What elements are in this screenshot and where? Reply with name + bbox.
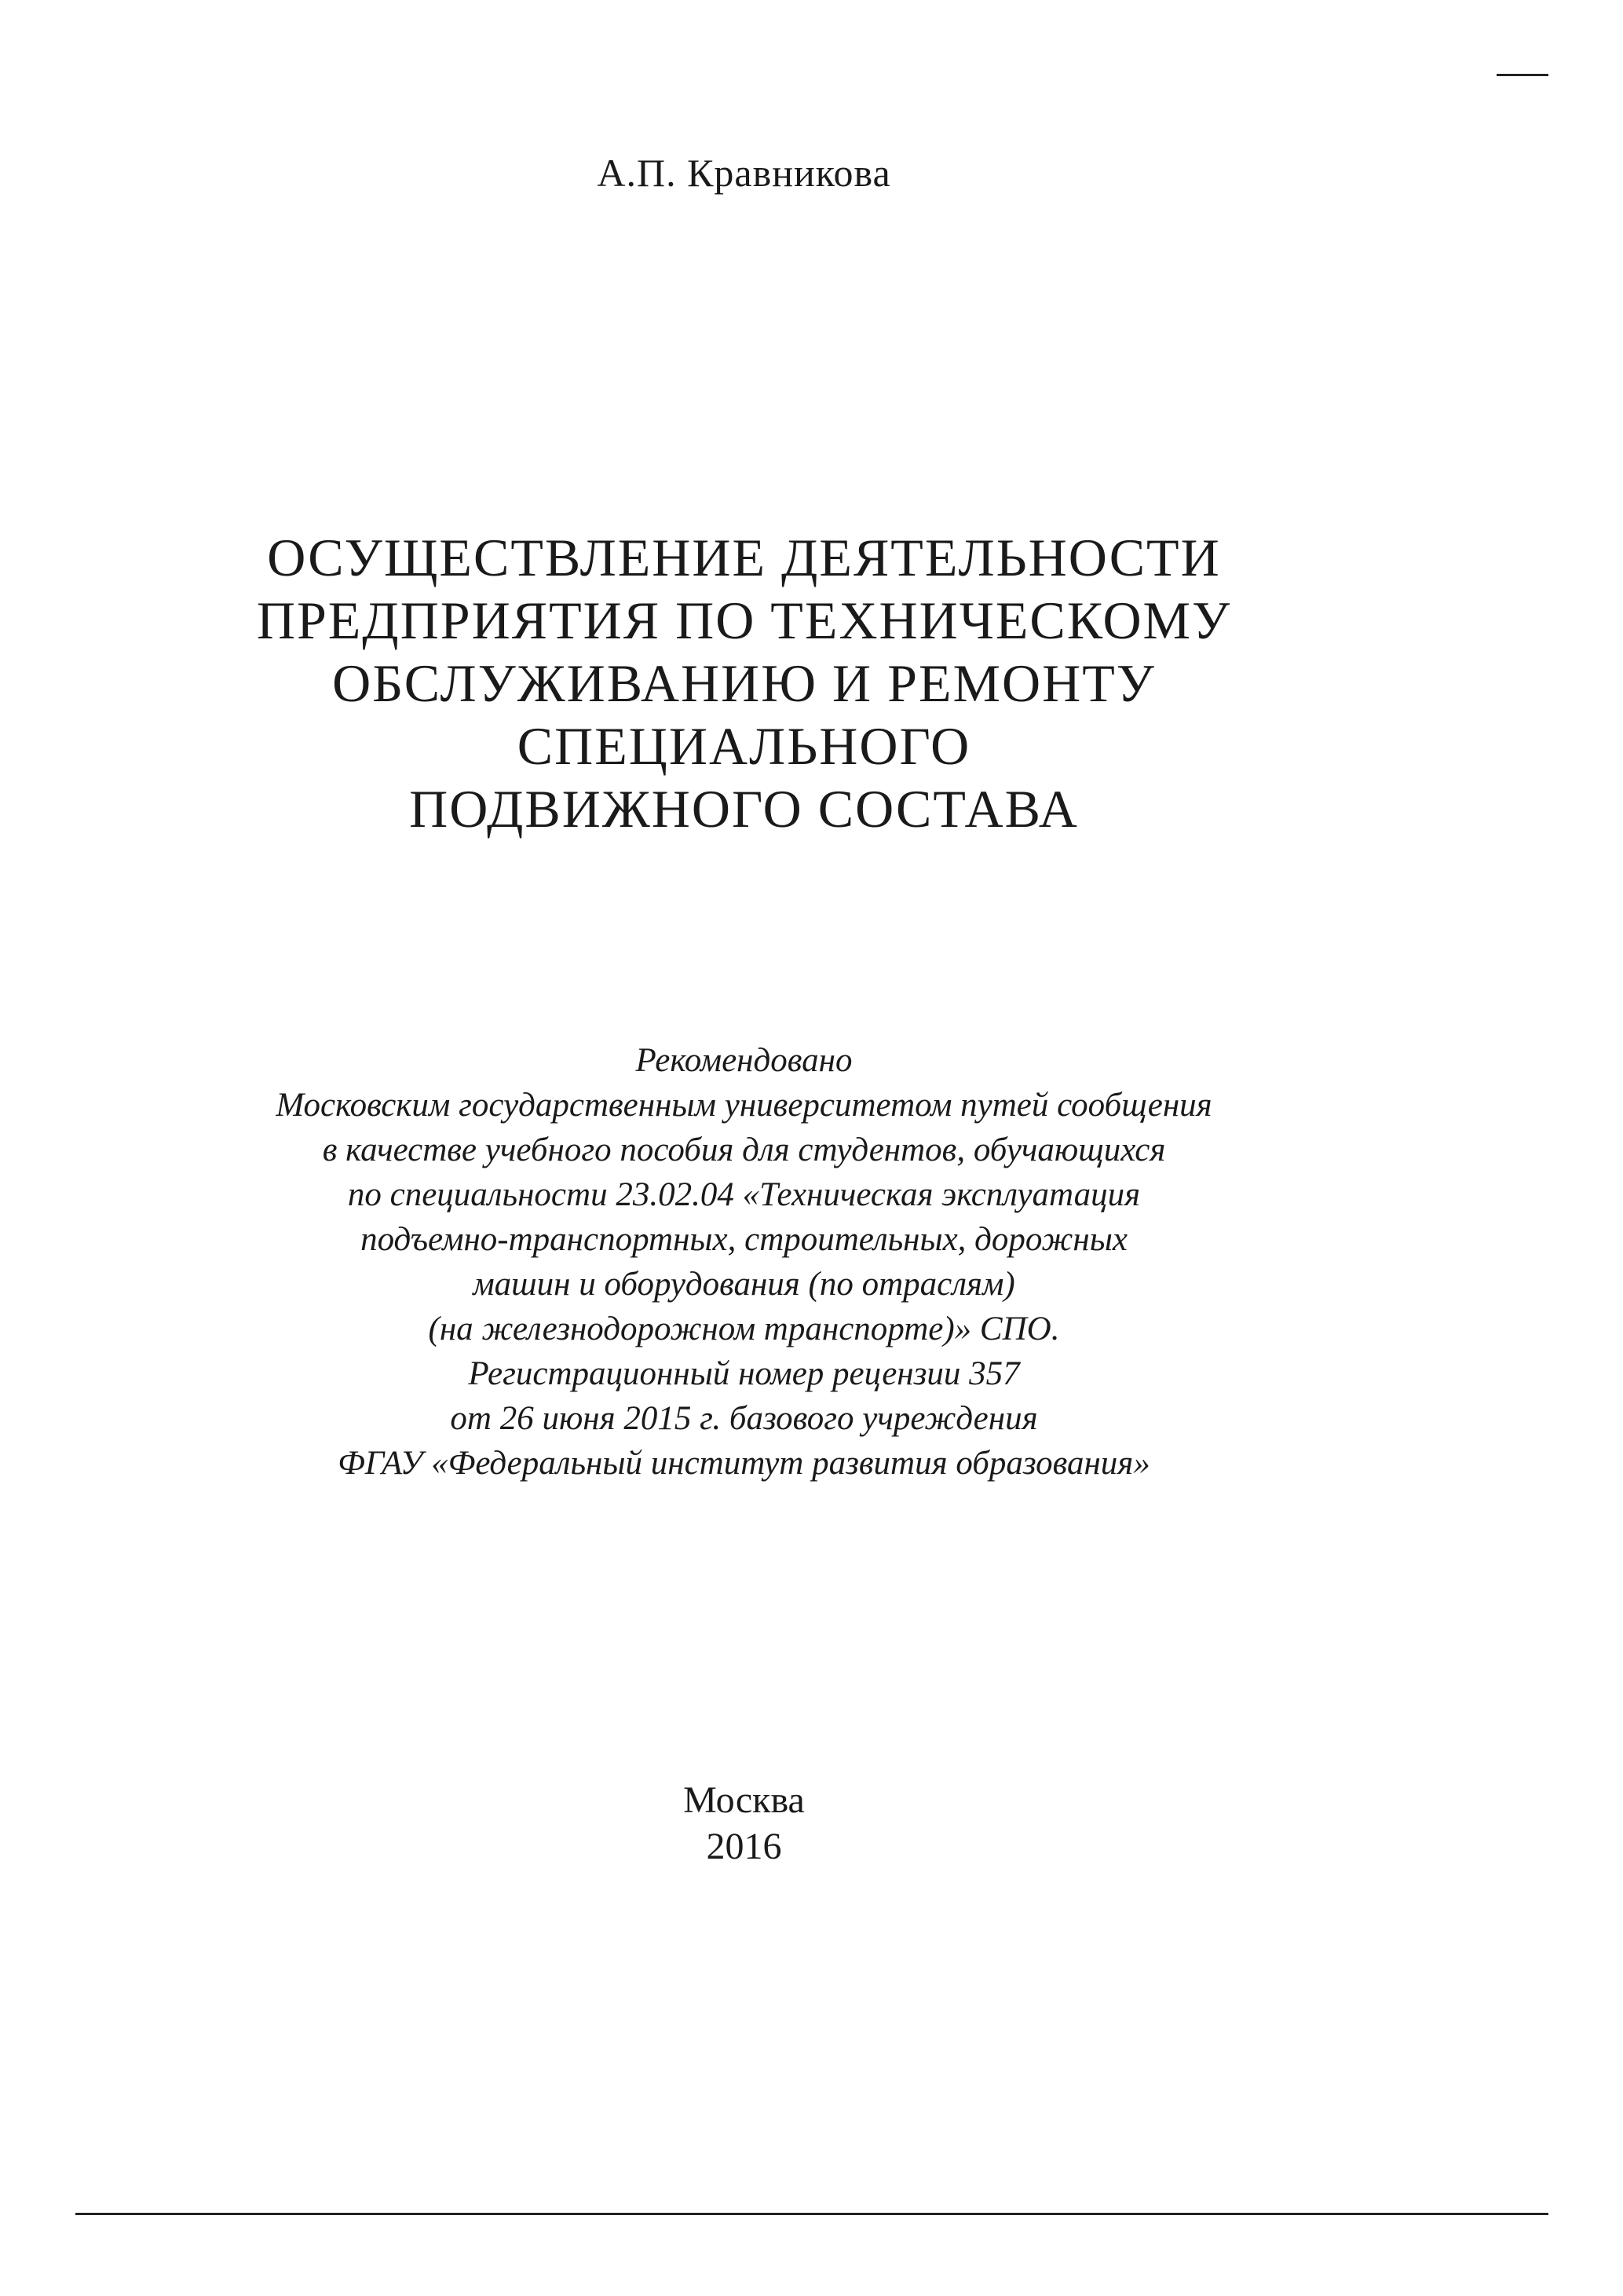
recommendation-line: по специальности 23.02.04 «Техническая эксплуатация bbox=[347, 1176, 1141, 1213]
book-title bbox=[0, 526, 1488, 840]
recommendation-line: Регистрационный номер рецензии 357 bbox=[468, 1355, 1020, 1392]
recommendation-line: Рекомендовано bbox=[635, 1042, 853, 1079]
title-line: ПОДВИЖНОГО СОСТАВА bbox=[409, 779, 1079, 839]
publication-city: Москва bbox=[683, 1779, 805, 1821]
recommendation-line: (на железнодорожном транспорте)» СПО. bbox=[428, 1311, 1060, 1347]
recommendation-line: в качестве учебного пособия для студентов, обучающихся bbox=[322, 1132, 1166, 1168]
title-line: ПРЕДПРИЯТИЯ ПО ТЕХНИЧЕСКОМУ bbox=[256, 590, 1232, 650]
recommendation-line: от 26 июня 2015 г. базового учреждения bbox=[450, 1400, 1038, 1437]
recommendation-line: машин и оборудования (по отраслям) bbox=[473, 1266, 1015, 1303]
author-name: А.П. Кравникова bbox=[597, 151, 891, 195]
imprint bbox=[0, 1777, 1488, 1870]
recommendation-line: ФГАУ «Федеральный институт развития образования» bbox=[338, 1445, 1150, 1482]
recommendation-line: подъемно-транспортных, строительных, дорожных bbox=[360, 1221, 1128, 1258]
publication-year: 2016 bbox=[706, 1826, 782, 1867]
title-line: ОБСЛУЖИВАНИЮ И РЕМОНТУ bbox=[332, 653, 1156, 713]
recommendation-statement bbox=[0, 1038, 1488, 1486]
bottom-rule bbox=[75, 2213, 1548, 2215]
title-line: СПЕЦИАЛЬНОГО bbox=[517, 716, 971, 776]
title-line: ОСУЩЕСТВЛЕНИЕ ДЕЯТЕЛЬНОСТИ bbox=[267, 528, 1221, 587]
corner-rule bbox=[1497, 74, 1548, 76]
recommendation-line: Московским государственным университетом путей сообщения bbox=[276, 1087, 1212, 1124]
